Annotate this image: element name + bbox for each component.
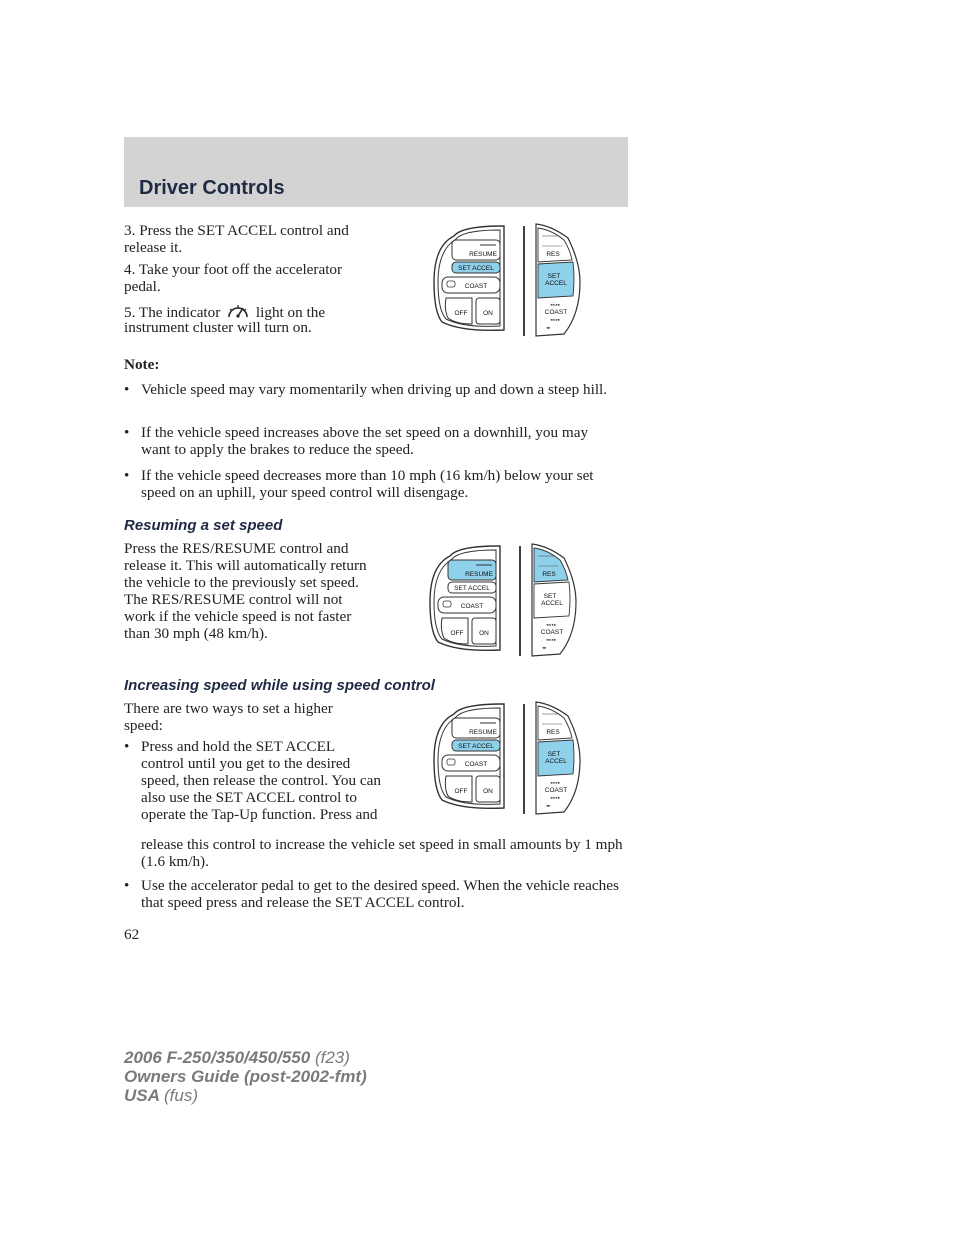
coast-side-label: COAST — [544, 787, 568, 794]
step-4: 4. Take your foot off the accelerator pedal. — [124, 261, 343, 295]
res-label: RES — [542, 571, 556, 578]
on-label: ON — [483, 310, 493, 317]
bullet-marker: • — [124, 467, 130, 484]
resume-label: RESUME — [469, 251, 497, 258]
accel-side-label: ACCEL — [541, 600, 563, 607]
increasing-intro: There are two ways to set a higher speed: — [124, 700, 333, 734]
set-accel-label: SET ACCEL — [458, 743, 494, 750]
coast-side-label: COAST — [544, 309, 568, 316]
accel-side-label: ACCEL — [545, 758, 567, 765]
step-5-text-before: 5. The indicator — [124, 304, 221, 321]
res-label: RES — [546, 251, 560, 258]
resume-label: RESUME — [469, 729, 497, 736]
document-footer — [124, 1048, 367, 1105]
resume-label: RESUME — [465, 571, 493, 578]
speed-control-indicator-icon — [224, 301, 252, 319]
page-number: 62 — [124, 926, 140, 943]
bullet-marker: • — [124, 738, 130, 755]
on-label: ON — [483, 788, 493, 795]
set-accel-label: SET ACCEL — [458, 265, 494, 272]
svg-text:◂◂ ▸▸: ◂◂ ▸▸ — [546, 622, 557, 627]
increasing-bullet-2: Use the accelerator pedal to get to the desired speed. When the vehicle reaches that speed press and release the SET ACCEL control. — [141, 877, 619, 911]
coast-side-label: COAST — [540, 629, 564, 636]
off-label: OFF — [454, 310, 468, 317]
step-5-line-2: instrument cluster will turn on. — [124, 319, 312, 336]
off-label: OFF — [450, 630, 464, 637]
svg-text:◂◂ ▸▸: ◂◂ ▸▸ — [550, 302, 561, 307]
svg-text:◂◂ ▸▸: ◂◂ ▸▸ — [550, 780, 561, 785]
set-side-label: SET — [543, 593, 557, 600]
resuming-body: Press the RES/RESUME control and release it. This will automatically return the vehicle to the previously set speed. The RES/RESUME control will not work if the vehicle speed is not faster than 30 mph (48 km/h). — [124, 540, 367, 642]
coast-label: COAST — [464, 761, 488, 768]
set-side-label: SET — [547, 751, 561, 758]
step-3: 3. Press the SET ACCEL control and release it. — [124, 222, 349, 256]
coast-label: COAST — [460, 603, 484, 610]
increasing-heading: Increasing speed while using speed control — [124, 677, 435, 694]
svg-text:◂▸: ◂▸ — [546, 803, 551, 808]
set-accel-label: SET ACCEL — [454, 585, 490, 592]
on-label: ON — [479, 630, 489, 637]
svg-text:◂◂ ▸▸: ◂◂ ▸▸ — [550, 795, 561, 800]
footer-line-1: 2006 F-250/350/450/550 (f23) — [124, 1048, 350, 1067]
footer-line-3: USA (fus) — [124, 1086, 198, 1105]
increasing-bullet-1-part-2: release this control to increase the vehicle set speed in small amounts by 1 mph (1.6 km/h). — [141, 836, 623, 870]
svg-text:◂▸: ◂▸ — [546, 325, 551, 330]
bullet-marker: • — [124, 424, 130, 441]
section-title: Driver Controls — [139, 177, 285, 199]
step-5-text-after: light on the — [255, 304, 326, 321]
res-label: RES — [546, 729, 560, 736]
speed-control-figure-1 — [432, 222, 582, 345]
note-bullet-1: Vehicle speed may vary momentarily when driving up and down a steep hill. — [141, 381, 608, 398]
off-label: OFF — [454, 788, 468, 795]
step-5-line-1 — [124, 301, 325, 321]
increasing-bullet-1-part-1: Press and hold the SET ACCEL control until you get to the desired speed, then release the control. You can also use the SET ACCEL control to operate the Tap-Up function. Press and — [141, 738, 381, 823]
bullet-marker: • — [124, 877, 130, 894]
set-side-label: SET — [547, 273, 561, 280]
note-bullet-3: If the vehicle speed decreases more than 10 mph (16 km/h) below your set speed on an uphill, your speed control will disengage. — [141, 467, 594, 501]
footer-line-2: Owners Guide (post-2002-fmt) — [124, 1067, 367, 1086]
bullet-marker: • — [124, 381, 130, 398]
coast-label: COAST — [464, 283, 488, 290]
resuming-heading: Resuming a set speed — [124, 517, 283, 534]
accel-side-label: ACCEL — [545, 280, 567, 287]
speed-control-figure-3 — [432, 700, 582, 823]
svg-text:◂◂ ▸▸: ◂◂ ▸▸ — [550, 317, 561, 322]
svg-text:◂◂ ▸▸: ◂◂ ▸▸ — [546, 637, 557, 642]
svg-text:◂▸: ◂▸ — [542, 645, 547, 650]
note-bullet-2: If the vehicle speed increases above the set speed on a downhill, you may want to apply the brakes to reduce the speed. — [141, 424, 589, 458]
speed-control-figure-2 — [428, 542, 578, 665]
note-title: Note: — [124, 356, 160, 373]
